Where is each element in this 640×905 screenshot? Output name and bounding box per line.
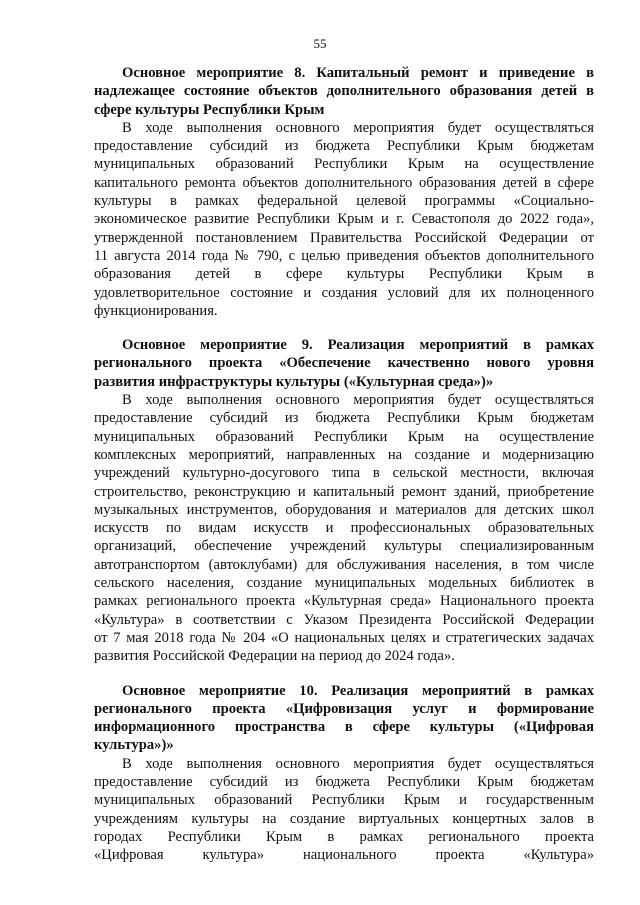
section-paragraph xyxy=(94,119,594,320)
paragraph-line: учреждений культурно-досугового типа в сельской местности, включая xyxy=(94,465,594,482)
paragraph-line: муниципальных образований Республики Крым и государственным xyxy=(94,792,594,809)
paragraph-line: культуры в рамках федеральной целевой программы «Социально- xyxy=(94,193,594,210)
paragraph-line: В ходе выполнения основного мероприятия будет осуществляться xyxy=(122,392,594,409)
paragraph-line: предоставление субсидий из бюджета Республики Крым бюджетам xyxy=(94,138,594,155)
paragraph-line: музыкальных инструментов, оборудования и материалов для детских школ xyxy=(94,501,594,518)
paragraph-line: муниципальных образований Республики Крым на осуществление xyxy=(94,156,594,173)
paragraph-line: предоставление субсидий из бюджета Республики Крым бюджетам xyxy=(94,773,594,790)
paragraph-line: сельского населения, создание муниципальных модельных библиотек в xyxy=(94,575,594,592)
paragraph-line: учреждениям культуры на создание виртуальных концертных залов в xyxy=(94,810,594,827)
paragraph-line: «Цифровая культура» национального проекта «Культура» xyxy=(94,847,594,864)
section-measure-10 xyxy=(94,682,594,865)
paragraph-line: экономическое развитие Республики Крым и г. Севастополя до 2022 года», xyxy=(94,211,594,228)
paragraph-line: 11 августа 2014 года № 790, с целью приведения объектов дополнительного xyxy=(94,247,594,264)
section-paragraph xyxy=(94,391,594,665)
heading-line: культура»)» xyxy=(94,737,174,754)
paragraph-line: В ходе выполнения основного мероприятия будет осуществляться xyxy=(122,119,594,136)
paragraph-line: муниципальных образований Республики Крым на осуществление xyxy=(94,428,594,445)
paragraph-line: от 7 мая 2018 года № 204 «О национальных целях и стратегических задачах xyxy=(94,629,594,646)
heading-line: развития инфраструктуры культуры («Культурная среда»)» xyxy=(94,373,494,390)
paragraph-line: искусств по видам искусств и профессиональных образовательных xyxy=(94,520,594,537)
paragraph-line: развития Российской Федерации на период до 2024 года». xyxy=(94,648,455,665)
paragraph-line: городах Республики Крым в рамках регионального проекта xyxy=(94,828,594,845)
paragraph-line: образования детей в сфере культуры Республики Крым в xyxy=(94,266,594,283)
section-paragraph xyxy=(94,755,594,865)
section-measure-8 xyxy=(94,64,594,320)
page-number: 55 xyxy=(313,36,327,51)
paragraph-line: организаций, обеспечение учреждений культуры специализированным xyxy=(94,538,594,555)
paragraph-line: В ходе выполнения основного мероприятия будет осуществляться xyxy=(122,755,594,772)
heading-line: информационного пространства в сфере культуры («Цифровая xyxy=(94,719,594,736)
paragraph-line: предоставление субсидий из бюджета Республики Крым бюджетам xyxy=(94,410,594,427)
heading-line: регионального проекта «Обеспечение качественно нового уровня xyxy=(94,355,594,372)
heading-line: сфере культуры Республики Крым xyxy=(94,101,325,118)
document-body xyxy=(94,64,594,880)
section-measure-9 xyxy=(94,336,594,665)
section-heading xyxy=(94,682,594,755)
paragraph-line: автотранспортом (автоклубами) для обслуживания населения, в том числе xyxy=(94,556,594,573)
paragraph-line: удовлетворительное состояние и создания условий для их полноценного xyxy=(94,284,594,301)
paragraph-line: строительство, реконструкцию и капитальный ремонт зданий, приобретение xyxy=(94,483,594,500)
heading-line: Основное мероприятие 10. Реализация мероприятий в рамках xyxy=(122,682,594,699)
paragraph-line: комплексных мероприятий, направленных на создание и модернизацию xyxy=(94,446,594,463)
paragraph-line: «Культура» в соответствии с Указом Президента Российской Федерации xyxy=(94,611,594,628)
heading-line: регионального проекта «Цифровизация услуг и формирование xyxy=(94,700,594,717)
heading-line: надлежащее состояние объектов дополнительного образования детей в xyxy=(94,83,594,100)
section-heading xyxy=(94,64,594,119)
section-heading xyxy=(94,336,594,391)
heading-line: Основное мероприятие 9. Реализация мероприятий в рамках xyxy=(122,337,594,354)
paragraph-line: утвержденной постановлением Правительства Российской Федерации от xyxy=(94,229,594,246)
paragraph-line: рамках регионального проекта «Культурная среда» Национального проекта xyxy=(94,593,594,610)
paragraph-line: капитального ремонта объектов дополнительного образования детей в сфере xyxy=(94,174,594,191)
paragraph-line: функционирования. xyxy=(94,302,218,319)
heading-line: Основное мероприятие 8. Капитальный ремонт и приведение в xyxy=(122,65,594,81)
